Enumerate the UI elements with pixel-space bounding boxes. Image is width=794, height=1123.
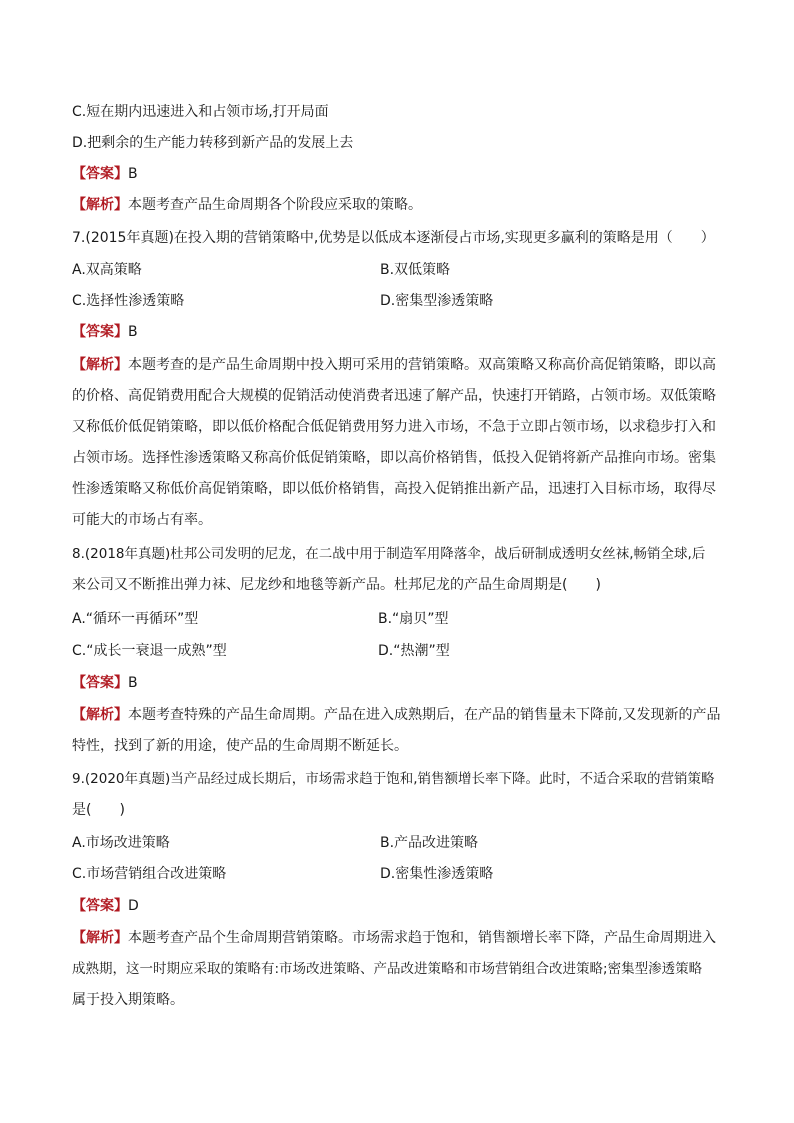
answer-tag: 【答案】 <box>72 675 128 691</box>
q7-analysis-line: 的价格、高促销费用配合大规模的促销活动使消费者迅速了解产品，快速打开销路，占领市场。双低策略 <box>72 388 716 404</box>
q7-option-b: B.双低策略 <box>380 262 451 278</box>
q7-option-c: C.选择性渗透策略 <box>72 293 185 309</box>
q8-answer <box>72 673 138 693</box>
answer-tag: 【答案】 <box>72 898 128 914</box>
q7-analysis-line: 可能大的市场占有率。 <box>72 512 212 528</box>
q7-answer <box>72 322 138 342</box>
q8-option-a: A.“循环一再循环”型 <box>72 611 199 627</box>
q8-analysis-line: 【解析】本题考查特殊的产品生命周期。产品在进入成熟期后，在产品的销售量未下降前,又发现新的产品 <box>72 707 721 723</box>
q6-analysis <box>72 195 422 215</box>
q8-answer-value: B <box>128 675 138 691</box>
analysis-tag: 【解析】 <box>72 357 128 373</box>
q9-answer <box>72 896 139 916</box>
analysis-tag: 【解析】 <box>72 930 128 946</box>
q9-answer-value: D <box>128 898 139 914</box>
q8-analysis-line: 特性，找到了新的用途，使产品的生命周期不断延长。 <box>72 738 408 754</box>
q8-analysis <box>72 700 724 762</box>
q9-analysis-line: 成熟期，这一时期应采取的策略有:市场改进策略、产品改进策略和市场营销组合改进策略;密集型渗透策略 <box>72 961 703 977</box>
answer-tag: 【答案】 <box>72 166 128 182</box>
q6-option-c: C.短在期内迅速进入和占领市场,打开局面 <box>72 104 329 120</box>
q7-analysis-line: 占领市场。选择性渗透策略又称高价低促销策略，即以高价格销售，低投入促销将新产品推向市场。密集 <box>72 450 716 466</box>
q8-option-c: C.“成长一衰退一成熟”型 <box>72 643 227 659</box>
q9-analysis-line: 属于投入期策略。 <box>72 992 184 1008</box>
q9-option-a: A.市场改进策略 <box>72 835 170 851</box>
q9-stem <box>72 764 724 826</box>
q9-analysis <box>72 923 724 1016</box>
q8-option-b: B.“扇贝”型 <box>378 611 449 627</box>
q9-option-b: B.产品改进策略 <box>380 835 479 851</box>
q6-option-d: D.把剩余的生产能力转移到新产品的发展上去 <box>72 135 354 151</box>
analysis-tag: 【解析】 <box>72 707 128 723</box>
q7-stem: 7.(2015年真题)在投入期的营销策略中,优势是以低成本逐渐侵占市场,实现更多赢利的策略是用（ ） <box>72 230 715 246</box>
q6-answer-value: B <box>128 166 138 182</box>
q7-option-a: A.双高策略 <box>72 262 142 278</box>
q8-option-d: D.“热潮”型 <box>378 643 450 659</box>
q8-stem-line: 8.(2018年真题)杜邦公司发明的尼龙，在二战中用于制造军用降落伞，战后研制成透明女丝袜,畅销全球,后 <box>72 546 706 562</box>
q9-option-d: D.密集性渗透策略 <box>380 866 494 882</box>
q7-answer-value: B <box>128 324 138 340</box>
q7-analysis-line: 性渗透策略又称低价高促销策略，即以低价格销售，高投入促销推出新产品，迅速打入目标市场，取得尽 <box>72 481 716 497</box>
q8-stem-line: 来公司又不断推出弹力袜、尼龙纱和地毯等新产品。杜邦尼龙的产品生命周期是( ) <box>72 577 601 593</box>
q9-analysis-line: 【解析】本题考查产品个生命周期营销策略。市场需求趋于饱和，销售额增长率下降，产品生命周期进入 <box>72 930 716 946</box>
q9-stem-line: 是( ) <box>72 802 125 818</box>
q6-analysis-text: 本题考查产品生命周期各个阶段应采取的策略。 <box>128 197 422 213</box>
q6-answer <box>72 164 138 184</box>
q7-analysis <box>72 350 724 536</box>
q9-stem-line: 9.(2020年真题)当产品经过成长期后，市场需求趋于饱和,销售额增长率下降。此时，不适合采取的营销策略 <box>72 771 715 787</box>
q8-stem <box>72 539 724 601</box>
analysis-tag: 【解析】 <box>72 197 128 213</box>
q7-analysis-line: 【解析】本题考查的是产品生命周期中投入期可采用的营销策略。双高策略又称高价高促销策略，即以高 <box>72 357 716 373</box>
q9-option-c: C.市场营销组合改进策略 <box>72 866 227 882</box>
q7-analysis-line: 又称低价低促销策略，即以低价格配合低促销费用努力进入市场，不急于立即占领市场，以求稳步打入和 <box>72 419 716 435</box>
answer-tag: 【答案】 <box>72 324 128 340</box>
q7-option-d: D.密集型渗透策略 <box>380 293 494 309</box>
